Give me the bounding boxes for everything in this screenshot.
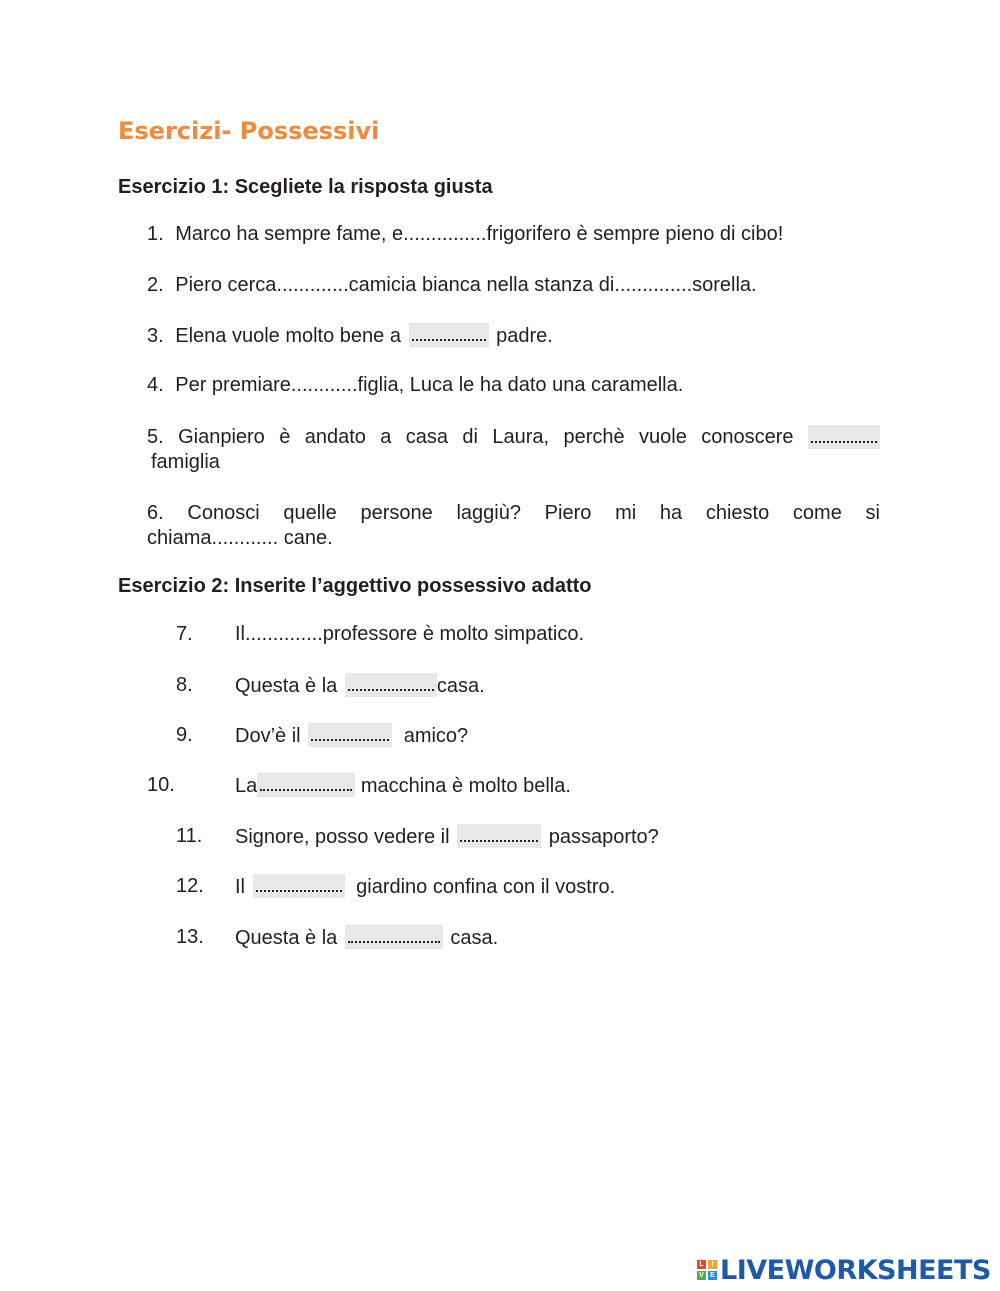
question-number: 7. <box>176 623 193 645</box>
question-number: 5. <box>147 426 164 448</box>
question-6 <box>147 501 880 525</box>
logo-icon <box>697 1260 717 1280</box>
question-8 <box>235 673 485 698</box>
liveworksheets-logo <box>697 1255 991 1285</box>
answer-blank[interactable] <box>257 773 355 797</box>
word: vuole <box>639 426 687 448</box>
question-text-before: Signore, posso vedere il <box>235 826 450 848</box>
word: Piero <box>544 502 592 524</box>
word: chiesto <box>705 502 770 524</box>
answer-blank[interactable] <box>308 723 392 747</box>
word: andato <box>304 426 366 448</box>
question-number: 10. <box>147 774 175 796</box>
logo-tile: E <box>708 1271 717 1280</box>
question-5-continuation: famiglia <box>151 451 220 473</box>
question-text-after: casa. <box>436 675 485 697</box>
word: ha <box>659 502 683 524</box>
word: di <box>462 426 478 448</box>
question-text-after: casa. <box>450 927 499 949</box>
question-text-before: Elena vuole molto bene a <box>175 325 401 347</box>
answer-blank[interactable] <box>345 673 437 697</box>
question-text-before: La <box>235 775 258 797</box>
question-text-after: giardino confina con il vostro. <box>356 876 616 898</box>
question-text-before: Questa è la <box>235 927 338 949</box>
question-text: Marco ha sempre fame, e...............frigorifero è sempre pieno di cibo! <box>175 223 784 245</box>
question-number: 8. <box>176 674 193 696</box>
word: come <box>792 502 842 524</box>
question-text: Per premiare............figlia, Luca le ha dato una caramella. <box>175 374 684 396</box>
question-12 <box>235 874 615 899</box>
question-text-before: Il <box>235 876 245 898</box>
answer-blank[interactable] <box>409 323 489 347</box>
question-text-after: amico? <box>403 725 469 747</box>
word: Laura, <box>492 426 550 448</box>
question-5 <box>147 425 880 449</box>
question-6-continuation: chiama............ cane. <box>147 527 333 549</box>
question-number: 11. <box>176 825 203 847</box>
word: Gianpiero <box>178 426 265 448</box>
question-9 <box>235 723 468 748</box>
answer-blank[interactable] <box>457 824 541 848</box>
logo-tile: V <box>697 1271 706 1280</box>
question-number: 1. <box>147 223 164 245</box>
question-text-after: macchina è molto bella. <box>360 775 571 797</box>
question-number: 3. <box>147 325 164 347</box>
word: è <box>279 426 291 448</box>
question-7: Il..............professore è molto simpatico. <box>235 623 585 645</box>
logo-tile: I <box>708 1260 717 1269</box>
logo-text: LIVEWORKSHEETS <box>720 1254 991 1286</box>
question-1 <box>147 222 783 246</box>
exercise-1-heading: Esercizio 1: Scegliete la risposta giusta <box>118 176 493 198</box>
question-11 <box>235 824 659 849</box>
word: casa <box>405 426 449 448</box>
question-text-before: Questa è la <box>235 675 338 697</box>
answer-blank[interactable] <box>808 425 880 449</box>
word: persone <box>360 502 433 524</box>
word: mi <box>615 502 637 524</box>
word: quelle <box>283 502 337 524</box>
word: Conosci <box>187 502 260 524</box>
word: conoscere <box>701 426 794 448</box>
question-text: Piero cerca.............camicia bianca nella stanza di..............sorella. <box>175 274 757 296</box>
word: si <box>865 502 880 524</box>
question-3 <box>147 323 553 348</box>
question-text-before: Dov’è il <box>235 725 301 747</box>
question-2 <box>147 273 757 297</box>
question-number: 6. <box>147 502 164 524</box>
question-number: 12. <box>176 875 204 897</box>
question-number: 9. <box>176 724 193 746</box>
word: a <box>380 426 392 448</box>
question-4 <box>147 373 683 397</box>
answer-blank[interactable] <box>253 874 345 898</box>
question-number: 13. <box>176 926 204 948</box>
question-text-after: passaporto? <box>548 826 659 848</box>
exercise-2-heading: Esercizio 2: Inserite l’aggettivo possessivo adatto <box>118 575 592 597</box>
word: perchè <box>563 426 625 448</box>
question-number: 4. <box>147 374 164 396</box>
question-number: 2. <box>147 274 164 296</box>
question-text-after: padre. <box>496 325 553 347</box>
page-title: Esercizi- Possessivi <box>118 117 380 145</box>
answer-blank[interactable] <box>345 925 443 949</box>
question-10 <box>235 773 571 798</box>
word: laggiù? <box>456 502 521 524</box>
question-13 <box>235 925 498 950</box>
logo-tile: L <box>697 1260 706 1269</box>
